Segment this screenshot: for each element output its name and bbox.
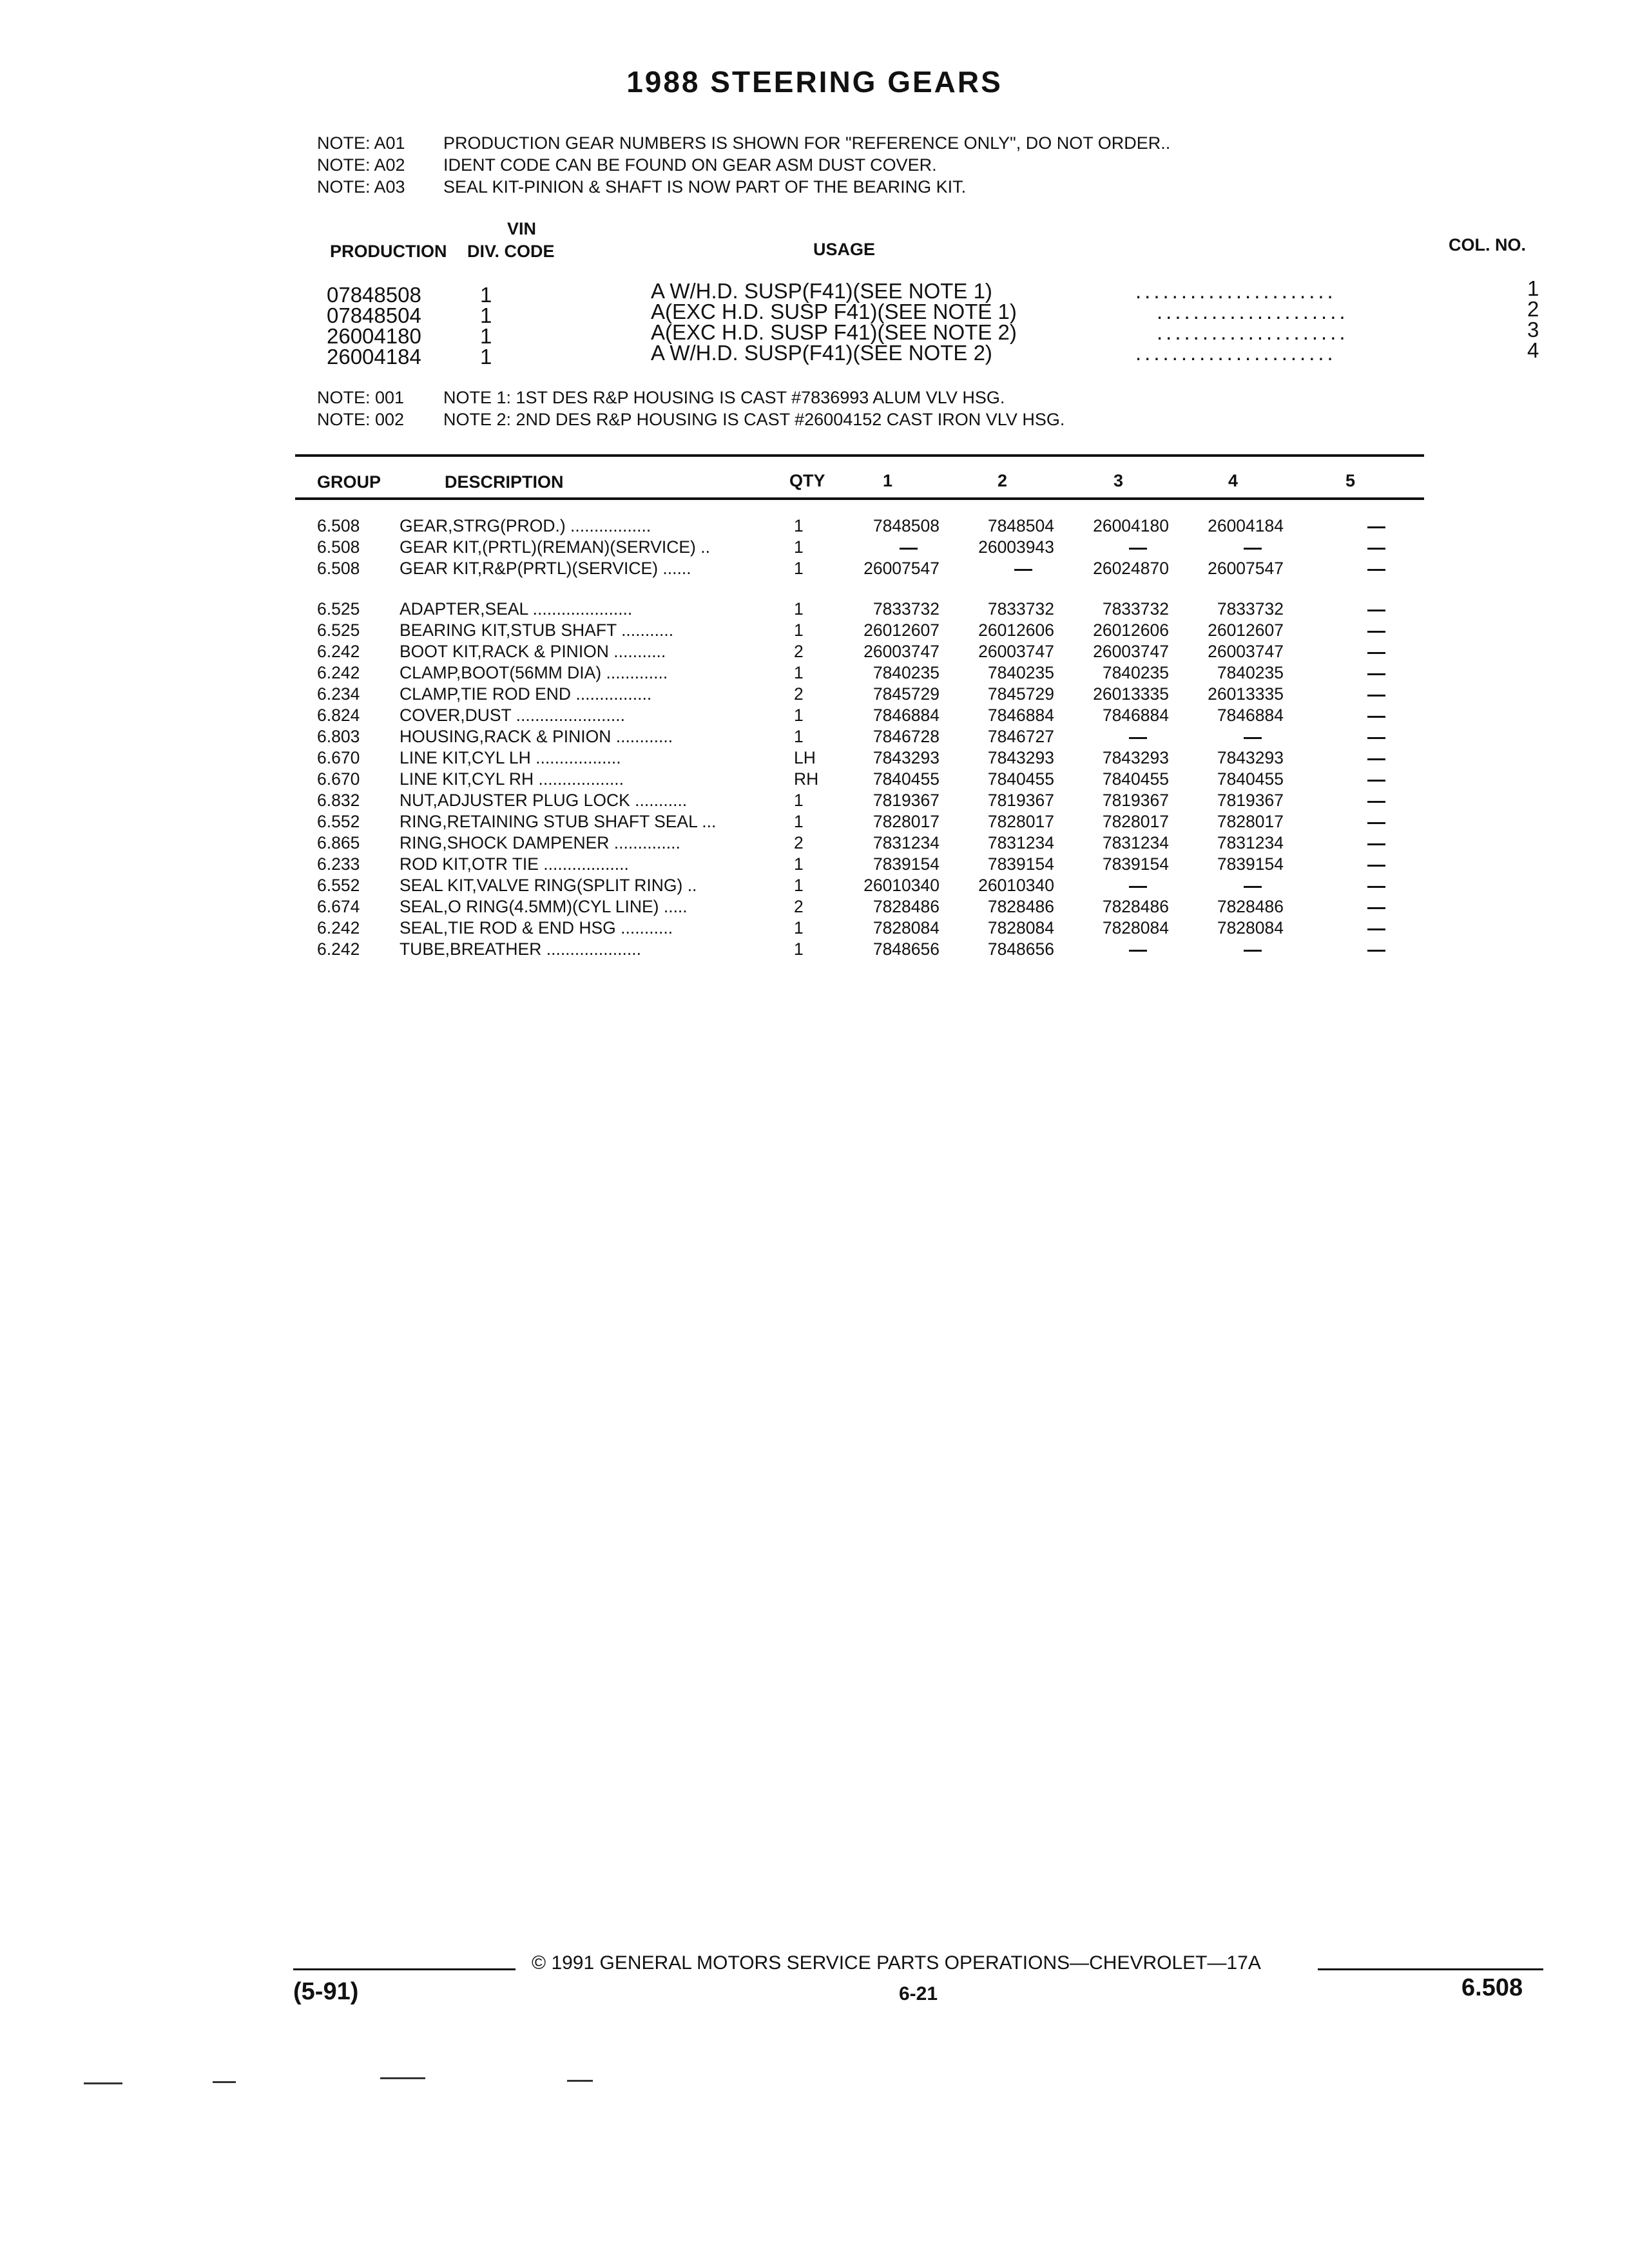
table-row (317, 939, 1406, 960)
col-2-part-number: 7833732 (987, 599, 1054, 619)
col-4-part-number (1169, 875, 1284, 896)
qty-cell: 1 (794, 918, 804, 937)
table-row (317, 875, 1406, 896)
col-5-part-number (1284, 790, 1406, 811)
production-number: 07848504 (327, 303, 421, 327)
group-cell: 6.525 (317, 599, 360, 619)
note-code: NOTE: A01 (317, 133, 405, 153)
not-applicable-dash (1367, 737, 1385, 739)
col-1-part-number: 7840455 (872, 769, 940, 789)
qty-cell: 2 (794, 833, 804, 852)
note-code: NOTE: 002 (317, 410, 405, 429)
table-row (317, 896, 1406, 918)
not-applicable-dash (1244, 737, 1262, 739)
col-1-part-number: 7845729 (872, 684, 940, 704)
production-number: 26004184 (327, 345, 421, 369)
group-cell: 6.824 (317, 706, 360, 725)
not-applicable-dash (1129, 548, 1147, 550)
usage-header: USAGE (813, 240, 876, 259)
col-2-part-number: 26003943 (978, 537, 1054, 557)
not-applicable-dash (1244, 886, 1262, 888)
description-cell: SEAL,O RING(4.5MM)(CYL LINE) ..... (400, 897, 688, 916)
table-row (317, 918, 1406, 939)
description-cell: COVER,DUST ....................... (400, 706, 625, 725)
qty-cell: 1 (794, 599, 804, 619)
col-5-part-number (1284, 705, 1406, 726)
col-2-part-number: 7839154 (987, 854, 1054, 874)
col-1-part-number: 7828486 (872, 897, 940, 916)
copyright-line: © 1991 GENERAL MOTORS SERVICE PARTS OPERATIONS—CHEVROLET—17A (532, 1952, 1261, 1974)
note-row (317, 387, 1065, 408)
note-code: NOTE: 001 (317, 388, 405, 407)
col-4-part-number: 7828084 (1217, 918, 1284, 937)
col-3-part-number: 26003747 (1093, 642, 1169, 661)
col-3-part-number (1054, 939, 1169, 960)
col-1-part-number: 26010340 (863, 876, 940, 895)
leader-dots: ...................... (1135, 279, 1336, 303)
description-cell: CLAMP,TIE ROD END ................ (400, 684, 652, 704)
col-2-part-number (940, 558, 1054, 579)
column-2-header: 2 (998, 471, 1008, 490)
col-1-part-number: 7846728 (872, 727, 940, 746)
col-3-part-number: 26012606 (1093, 620, 1169, 640)
usage-text: A(EXC H.D. SUSP F41)(SEE NOTE 2) (651, 320, 1017, 344)
general-notes (317, 132, 1170, 198)
page-number: 6-21 (899, 1983, 938, 2004)
col-4-part-number (1169, 939, 1284, 960)
col-4-part-number: 7828486 (1217, 897, 1284, 916)
col-5-part-number (1284, 832, 1406, 854)
col-4-part-number: 7846884 (1217, 706, 1284, 725)
group-cell: 6.242 (317, 939, 360, 959)
col-5-part-number (1284, 896, 1406, 918)
group-cell: 6.670 (317, 748, 360, 767)
not-applicable-dash (1367, 865, 1385, 867)
description-cell: RING,RETAINING STUB SHAFT SEAL ... (400, 812, 717, 831)
group-cell: 6.508 (317, 516, 360, 535)
col-2-part-number: 7840235 (987, 663, 1054, 682)
column-number: 2 (1527, 297, 1539, 321)
description-cell: NUT,ADJUSTER PLUG LOCK ........... (400, 791, 688, 810)
not-applicable-dash (1367, 569, 1385, 571)
not-applicable-dash (1014, 569, 1032, 571)
group-cell: 6.242 (317, 642, 360, 661)
col-3-part-number: 7819367 (1102, 791, 1169, 810)
page-title: 1988 STEERING GEARS (626, 65, 1003, 99)
group-cell: 6.242 (317, 918, 360, 937)
col-1-part-number: 7840235 (872, 663, 940, 682)
col-2-part-number: 7848504 (987, 516, 1054, 535)
col-2-part-number: 7840455 (987, 769, 1054, 789)
group-cell: 6.865 (317, 833, 360, 852)
parts-table (317, 515, 1406, 960)
qty-column-header: QTY (789, 471, 825, 490)
col-1-part-number: 7828017 (872, 812, 940, 831)
col-5-part-number (1284, 662, 1406, 684)
col-4-part-number (1169, 726, 1284, 747)
not-applicable-dash (1129, 950, 1147, 952)
group-cell: 6.803 (317, 727, 360, 746)
not-applicable-dash (1367, 822, 1385, 824)
qty-cell: RH (794, 769, 819, 789)
col-5-part-number (1284, 537, 1406, 558)
table-row (317, 747, 1406, 769)
not-applicable-dash (1367, 526, 1385, 528)
col-2-part-number: 26003747 (978, 642, 1054, 661)
col-1-part-number (825, 537, 940, 558)
group-cell: 6.832 (317, 791, 360, 810)
note-text: PRODUCTION GEAR NUMBERS IS SHOWN FOR "REFERENCE ONLY", DO NOT ORDER.. (443, 133, 1171, 153)
group-column-header: GROUP (317, 472, 381, 492)
table-row (317, 662, 1406, 684)
description-cell: LINE KIT,CYL LH .................. (400, 748, 621, 767)
col-1-part-number: 7839154 (872, 854, 940, 874)
col-4-part-number: 26003747 (1208, 642, 1284, 661)
qty-cell: 1 (794, 854, 804, 874)
col-3-part-number (1054, 875, 1169, 896)
col-5-part-number (1284, 599, 1406, 620)
table-row (317, 599, 1406, 620)
vin-div-code: 1 (480, 303, 492, 327)
column-5-header: 5 (1345, 471, 1356, 490)
col-3-part-number: 7843293 (1102, 748, 1169, 767)
col-3-part-number: 26004180 (1093, 516, 1169, 535)
usage-text: A W/H.D. SUSP(F41)(SEE NOTE 2) (651, 341, 992, 365)
vin-div-code: 1 (480, 345, 492, 369)
col-4-part-number: 7828017 (1217, 812, 1284, 831)
qty-cell: 2 (794, 642, 804, 661)
note-code: NOTE: A02 (317, 155, 405, 175)
not-applicable-dash (1367, 652, 1385, 654)
col-2-part-number: 26012606 (978, 620, 1054, 640)
leader-dots: ..................... (1157, 320, 1349, 344)
qty-cell: 1 (794, 812, 804, 831)
col-3-part-number: 7840455 (1102, 769, 1169, 789)
col-5-part-number (1284, 641, 1406, 662)
col-3-part-number: 7833732 (1102, 599, 1169, 619)
column-3-header: 3 (1113, 471, 1124, 490)
scan-speck (380, 2077, 425, 2079)
column-number: 4 (1527, 338, 1539, 362)
note-code: NOTE: A03 (317, 177, 405, 197)
col-3-part-number (1054, 726, 1169, 747)
col-4-part-number: 26012607 (1208, 620, 1284, 640)
col-1-part-number: 7828084 (872, 918, 940, 937)
col-5-part-number (1284, 747, 1406, 769)
col-1-part-number: 7846884 (872, 706, 940, 725)
col-1-part-number: 7831234 (872, 833, 940, 852)
description-column-header: DESCRIPTION (445, 472, 564, 492)
not-applicable-dash (1244, 548, 1262, 550)
col-4-part-number: 7843293 (1217, 748, 1284, 767)
col-3-part-number: 26013335 (1093, 684, 1169, 704)
note-text: IDENT CODE CAN BE FOUND ON GEAR ASM DUST COVER. (443, 155, 937, 175)
scan-speck (213, 2081, 236, 2083)
vin-header: VIN (507, 219, 537, 238)
qty-cell: 1 (794, 559, 804, 578)
qty-cell: 1 (794, 663, 804, 682)
production-number: 26004180 (327, 324, 421, 348)
description-cell: RING,SHOCK DAMPENER .............. (400, 833, 680, 852)
col-2-part-number: 7819367 (987, 791, 1054, 810)
not-applicable-dash (1367, 907, 1385, 909)
group-cell: 6.670 (317, 769, 360, 789)
col-5-part-number (1284, 684, 1406, 705)
col-1-part-number: 7833732 (872, 599, 940, 619)
col-5-part-number (1284, 875, 1406, 896)
description-cell: GEAR,STRG(PROD.) ................. (400, 516, 651, 535)
col-5-part-number (1284, 769, 1406, 790)
vin-div-code: 1 (480, 283, 492, 307)
col-3-part-number: 7846884 (1102, 706, 1169, 725)
col-3-part-number: 26024870 (1093, 559, 1169, 578)
col-3-part-number: 7840235 (1102, 663, 1169, 682)
table-row (317, 769, 1406, 790)
col-3-part-number: 7828017 (1102, 812, 1169, 831)
col-4-part-number: 7840235 (1217, 663, 1284, 682)
not-applicable-dash (1367, 950, 1385, 952)
scan-speck (84, 2082, 122, 2084)
description-cell: HOUSING,RACK & PINION ............ (400, 727, 673, 746)
col-4-part-number: 7831234 (1217, 833, 1284, 852)
not-applicable-dash (1367, 928, 1385, 930)
col-1-part-number: 26003747 (863, 642, 940, 661)
leader-dots: ...................... (1135, 341, 1336, 365)
col-5-part-number (1284, 558, 1406, 579)
qty-cell: 1 (794, 791, 804, 810)
col-5-part-number (1284, 515, 1406, 537)
production-number: 07848508 (327, 283, 421, 307)
table-row (317, 515, 1406, 537)
group-cell: 6.674 (317, 897, 360, 916)
note-row (317, 154, 1170, 176)
usage-text: A(EXC H.D. SUSP F41)(SEE NOTE 1) (651, 300, 1017, 323)
col-4-part-number: 7819367 (1217, 791, 1284, 810)
table-row (317, 854, 1406, 875)
column-4-header: 4 (1228, 471, 1239, 490)
col-4-part-number: 26013335 (1208, 684, 1284, 704)
table-row (317, 832, 1406, 854)
col-3-part-number: 7831234 (1102, 833, 1169, 852)
column-1-header: 1 (883, 471, 893, 490)
table-row (317, 537, 1406, 558)
not-applicable-dash (1367, 758, 1385, 760)
description-cell: CLAMP,BOOT(56MM DIA) ............. (400, 663, 668, 682)
table-row (317, 811, 1406, 832)
footer-right-rule (1318, 1968, 1543, 1970)
table-row (317, 790, 1406, 811)
not-applicable-dash (1367, 610, 1385, 611)
table-row (317, 620, 1406, 641)
table-header-rule (295, 497, 1424, 500)
group-cell: 6.242 (317, 663, 360, 682)
col-5-part-number (1284, 854, 1406, 875)
parts-table-body (317, 515, 1406, 960)
not-applicable-dash (1244, 950, 1262, 952)
col-2-part-number: 7846727 (987, 727, 1054, 746)
table-row (317, 558, 1406, 579)
col-2-part-number: 7831234 (987, 833, 1054, 852)
vin-div-code: 1 (480, 324, 492, 348)
note-row (317, 408, 1065, 430)
qty-cell: 2 (794, 897, 804, 916)
col-4-part-number: 7839154 (1217, 854, 1284, 874)
description-cell: LINE KIT,CYL RH .................. (400, 769, 624, 789)
table-row (317, 641, 1406, 662)
group-cell: 6.552 (317, 812, 360, 831)
col-4-part-number: 26004184 (1208, 516, 1284, 535)
description-cell: SEAL KIT,VALVE RING(SPLIT RING) .. (400, 876, 697, 895)
col-1-part-number: 26012607 (863, 620, 940, 640)
not-applicable-dash (1367, 780, 1385, 782)
note-row (317, 176, 1170, 198)
not-applicable-dash (1367, 801, 1385, 803)
table-row (317, 726, 1406, 747)
section-number: 6.508 (1461, 1974, 1523, 2001)
description-cell: TUBE,BREATHER .................... (400, 939, 641, 959)
col-1-part-number: 7819367 (872, 791, 940, 810)
scan-speck (567, 2080, 593, 2082)
description-cell: ROD KIT,OTR TIE .................. (400, 854, 629, 874)
col-5-part-number (1284, 918, 1406, 939)
group-cell: 6.552 (317, 876, 360, 895)
not-applicable-dash (900, 548, 918, 550)
description-cell: GEAR KIT,(PRTL)(REMAN)(SERVICE) .. (400, 537, 710, 557)
col-no-header: COL. NO. (1449, 235, 1526, 255)
not-applicable-dash (1129, 737, 1147, 739)
col-5-part-number (1284, 939, 1406, 960)
not-applicable-dash (1129, 886, 1147, 888)
column-number: 3 (1527, 318, 1539, 341)
revision-date: (5-91) (293, 1978, 359, 2005)
col-2-part-number: 7848656 (987, 939, 1054, 959)
not-applicable-dash (1367, 695, 1385, 697)
qty-cell: 1 (794, 516, 804, 535)
table-top-rule (295, 454, 1424, 457)
note-row (317, 132, 1170, 154)
not-applicable-dash (1367, 548, 1385, 550)
not-applicable-dash (1367, 673, 1385, 675)
description-cell: GEAR KIT,R&P(PRTL)(SERVICE) ...... (400, 559, 691, 578)
description-cell: ADAPTER,SEAL ..................... (400, 599, 633, 619)
group-cell: 6.234 (317, 684, 360, 704)
col-4-part-number: 7840455 (1217, 769, 1284, 789)
description-cell: BOOT KIT,RACK & PINION ........... (400, 642, 666, 661)
col-4-part-number: 26007547 (1208, 559, 1284, 578)
col-2-part-number: 7843293 (987, 748, 1054, 767)
table-row (317, 705, 1406, 726)
description-cell: BEARING KIT,STUB SHAFT ........... (400, 620, 674, 640)
note-text: NOTE 2: 2ND DES R&P HOUSING IS CAST #26004152 CAST IRON VLV HSG. (443, 410, 1065, 429)
row-spacer (317, 579, 1406, 599)
spacer-cell (317, 579, 1406, 599)
col-2-part-number: 7828486 (987, 897, 1054, 916)
col-3-part-number: 7839154 (1102, 854, 1169, 874)
group-cell: 6.508 (317, 559, 360, 578)
col-1-part-number: 26007547 (863, 559, 940, 578)
col-1-part-number: 7848508 (872, 516, 940, 535)
qty-cell: 1 (794, 537, 804, 557)
not-applicable-dash (1367, 886, 1385, 888)
description-cell: SEAL,TIE ROD & END HSG ........... (400, 918, 673, 937)
col-3-part-number (1054, 537, 1169, 558)
col-3-part-number: 7828486 (1102, 897, 1169, 916)
col-5-part-number (1284, 811, 1406, 832)
table-row (317, 684, 1406, 705)
production-notes (317, 387, 1065, 430)
col-2-part-number: 7828084 (987, 918, 1054, 937)
not-applicable-dash (1367, 631, 1385, 633)
col-5-part-number (1284, 620, 1406, 641)
col-4-part-number (1169, 537, 1284, 558)
usage-text: A W/H.D. SUSP(F41)(SEE NOTE 1) (651, 279, 992, 303)
div-code-header: DIV. CODE (467, 242, 555, 261)
col-4-part-number: 7833732 (1217, 599, 1284, 619)
leader-dots: ..................... (1157, 300, 1349, 323)
qty-cell: 1 (794, 620, 804, 640)
col-3-part-number: 7828084 (1102, 918, 1169, 937)
col-1-part-number: 7843293 (872, 748, 940, 767)
note-text: SEAL KIT-PINION & SHAFT IS NOW PART OF THE BEARING KIT. (443, 177, 967, 197)
col-2-part-number: 26010340 (978, 876, 1054, 895)
col-2-part-number: 7846884 (987, 706, 1054, 725)
column-number: 1 (1527, 276, 1539, 300)
col-2-part-number: 7828017 (987, 812, 1054, 831)
qty-cell: 1 (794, 706, 804, 725)
not-applicable-dash (1367, 843, 1385, 845)
footer-left-rule (293, 1968, 516, 1970)
col-1-part-number: 7848656 (872, 939, 940, 959)
col-5-part-number (1284, 726, 1406, 747)
group-cell: 6.233 (317, 854, 360, 874)
qty-cell: 1 (794, 727, 804, 746)
group-cell: 6.508 (317, 537, 360, 557)
production-header: PRODUCTION (330, 242, 447, 261)
qty-cell: 1 (794, 939, 804, 959)
qty-cell: LH (794, 748, 816, 767)
col-2-part-number: 7845729 (987, 684, 1054, 704)
not-applicable-dash (1367, 716, 1385, 718)
group-cell: 6.525 (317, 620, 360, 640)
qty-cell: 1 (794, 876, 804, 895)
qty-cell: 2 (794, 684, 804, 704)
note-text: NOTE 1: 1ST DES R&P HOUSING IS CAST #7836993 ALUM VLV HSG. (443, 388, 1005, 407)
